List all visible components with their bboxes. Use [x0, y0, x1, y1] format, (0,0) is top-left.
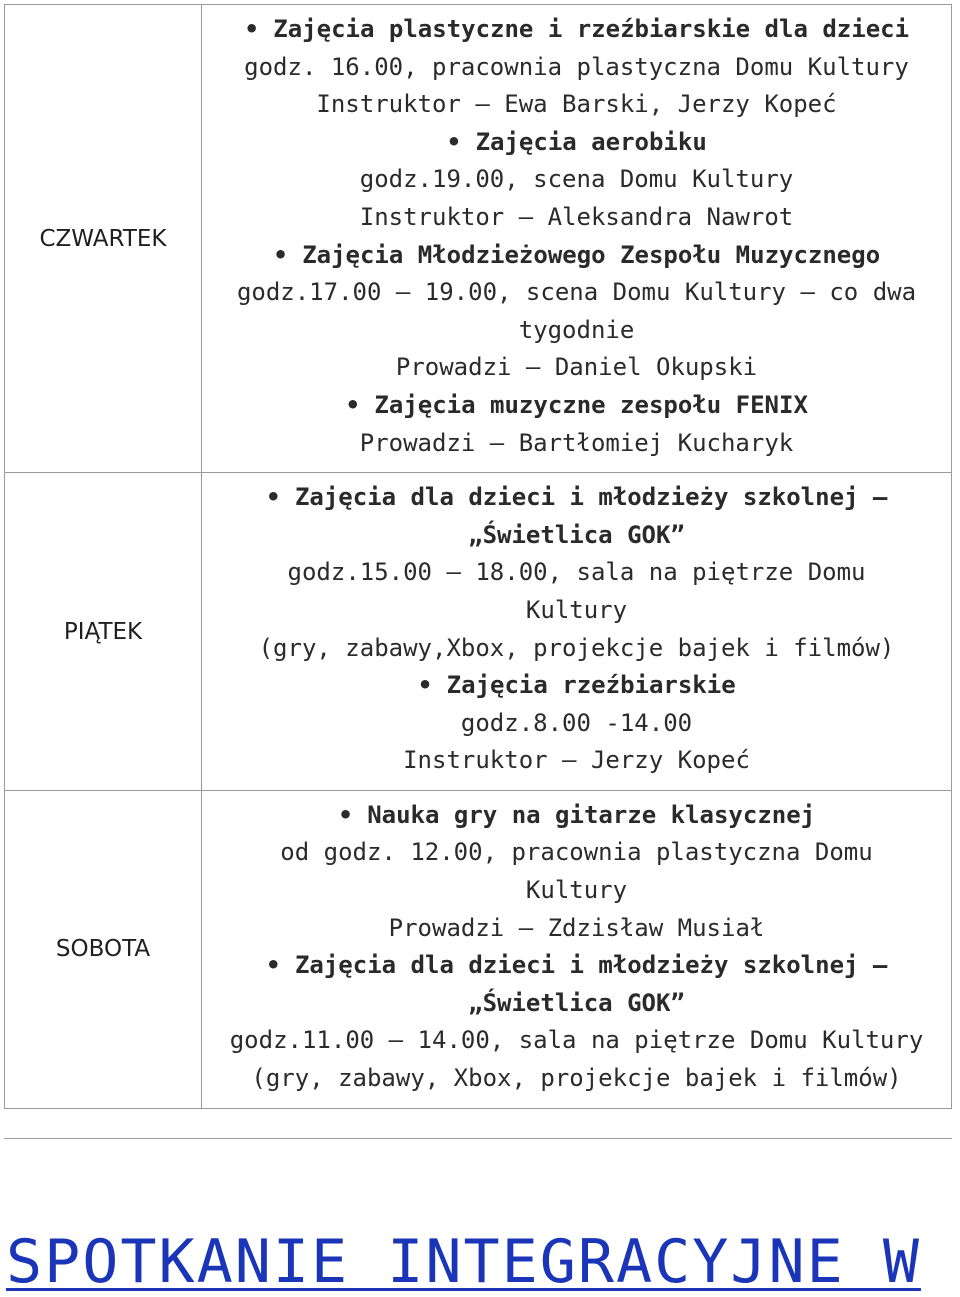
- day-cell: PIĄTEK: [5, 473, 202, 791]
- activity-detail: od godz. 12.00, pracownia plastyczna Domu Kultury: [280, 838, 873, 905]
- activity-title: • Zajęcia rzeźbiarskie: [417, 671, 736, 700]
- schedule-table: [4, 4, 952, 1109]
- activities-cell: [202, 5, 952, 473]
- activity-detail: godz.8.00 -14.00: [460, 708, 693, 737]
- day-cell: SOBOTA: [5, 790, 202, 1108]
- activity-title: • Zajęcia muzyczne zespołu FENIX: [345, 390, 808, 419]
- section-divider: [4, 1138, 952, 1139]
- bullet-icon: •: [337, 800, 354, 829]
- activity-detail: Instruktor – Aleksandra Nawrot: [359, 202, 794, 231]
- activities-cell: [202, 473, 952, 791]
- activity-detail: Prowadzi – Daniel Okupski: [395, 353, 758, 382]
- activity-detail: godz.19.00, scena Domu Kultury: [359, 165, 794, 194]
- activity-detail: godz. 16.00, pracownia plastyczna Domu Kultury: [244, 52, 909, 81]
- activity-detail: (gry, zabawy, Xbox, projekcje bajek i filmów): [251, 1064, 902, 1093]
- activity-title: • Nauka gry na gitarze klasycznej: [337, 800, 816, 829]
- activity-title: • Zajęcia aerobiku: [446, 127, 707, 156]
- section-heading-link[interactable]: SPOTKANIE INTEGRACYJNE W: [6, 1227, 921, 1297]
- activity-title: • Zajęcia plastyczne i rzeźbiarskie dla dzieci: [243, 15, 910, 43]
- activity-detail: godz.15.00 – 18.00, sala na piętrze Domu Kultury: [287, 558, 866, 624]
- schedule-row-saturday: [5, 790, 952, 1108]
- activity-detail: godz.17.00 – 19.00, scena Domu Kultury – co dwa tygodnie: [236, 278, 917, 344]
- bullet-icon: •: [446, 127, 462, 156]
- activity-detail: godz.11.00 – 14.00, sala na piętrze Domu Kultury: [229, 1026, 924, 1055]
- bullet-icon: •: [417, 671, 433, 700]
- bullet-icon: •: [272, 240, 289, 269]
- activities-cell: [202, 790, 952, 1108]
- activity-detail: Prowadzi – Bartłomiej Kucharyk: [359, 428, 794, 457]
- activity-detail: Prowadzi – Zdzisław Musiał: [388, 913, 765, 942]
- activity-detail: Instruktor – Ewa Barski, Jerzy Kopeć: [316, 90, 837, 119]
- activity-title: • Zajęcia dla dzieci i młodzieży szkolnej – „Świetlica GOK”: [265, 951, 888, 1017]
- schedule-row-friday: [5, 473, 952, 791]
- bullet-icon: •: [265, 483, 281, 512]
- day-cell: CZWARTEK: [5, 5, 202, 473]
- activity-title: • Zajęcia Młodzieżowego Zespołu Muzycznego: [272, 240, 881, 269]
- activity-detail: (gry, zabawy,Xbox, projekcje bajek i filmów): [258, 633, 895, 662]
- schedule-row-thursday: [5, 5, 952, 473]
- activity-title: • Zajęcia dla dzieci i młodzieży szkolnej – „Świetlica GOK”: [265, 483, 888, 549]
- bullet-icon: •: [265, 951, 281, 980]
- bullet-icon: •: [345, 390, 361, 419]
- activity-detail: Instruktor – Jerzy Kopeć: [403, 746, 750, 775]
- bullet-icon: •: [243, 15, 260, 43]
